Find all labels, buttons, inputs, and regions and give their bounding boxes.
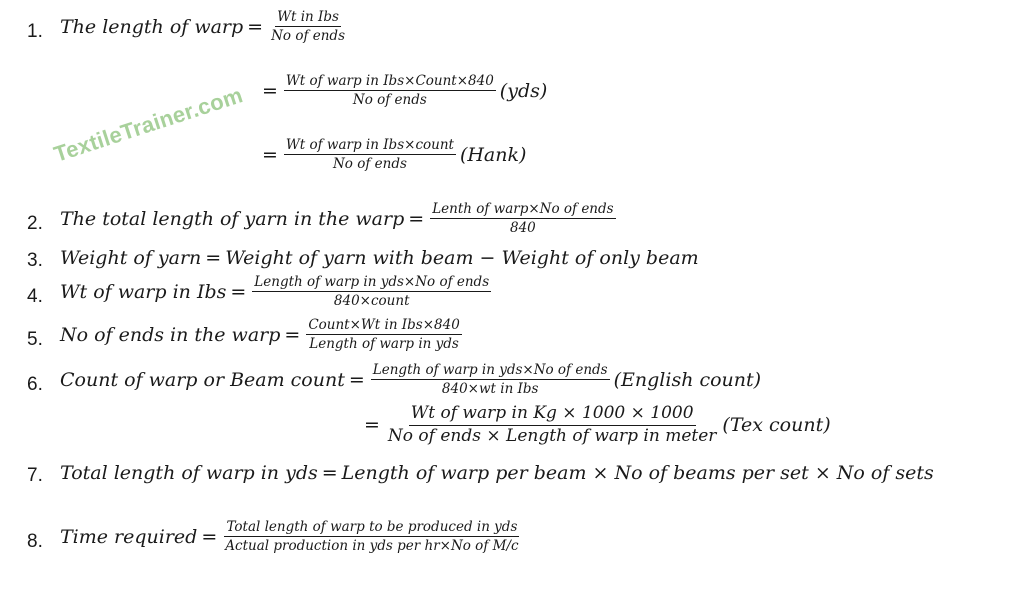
equals-sign: =	[262, 79, 278, 102]
unit-suffix: (Tex count)	[722, 414, 831, 437]
formula-7-number: 7.	[27, 465, 43, 486]
formula-4-line	[60, 275, 493, 308]
unit-suffix: (yds)	[499, 79, 548, 102]
formula-6-lhs: Count of warp or Beam count	[60, 368, 345, 391]
formula-2-fraction	[430, 202, 615, 235]
denominator: 840×wt in Ibs	[441, 381, 539, 398]
equals-sign: =	[201, 525, 218, 548]
equals-sign: =	[321, 462, 338, 484]
formula-5-lhs: No of ends in the warp	[60, 323, 281, 346]
numerator: Wt of warp in Kg × 1000 × 1000	[409, 405, 696, 426]
formula-3-rhs: Weight of yarn with beam − Weight of only beam	[225, 247, 699, 269]
formula-1-line-3	[258, 138, 526, 171]
formula-3-lhs: Weight of yarn	[60, 247, 202, 269]
numerator: Wt of warp in Ibs×count	[284, 138, 456, 155]
denominator: Length of warp in yds	[309, 336, 459, 353]
denominator: No of ends × Length of warp in meter	[387, 425, 717, 446]
formula-4-number: 4.	[27, 286, 43, 307]
formula-2-line	[60, 202, 618, 235]
formula-8-number: 8.	[27, 531, 43, 552]
formula-8-fraction	[223, 520, 520, 553]
equals-sign: =	[284, 323, 301, 346]
formula-1-number: 1.	[27, 21, 43, 42]
denominator: Actual production in yds per hr×No of M/c	[225, 538, 519, 555]
equals-sign: =	[364, 414, 380, 437]
denominator: No of ends	[332, 156, 407, 173]
formula-6-fraction-b	[386, 405, 719, 446]
formula-5-fraction	[306, 318, 461, 351]
numerator: Total length of warp to be produced in yds	[224, 520, 519, 537]
formula-1-lhs: The length of warp	[60, 15, 244, 38]
formula-5-number: 5.	[27, 329, 43, 350]
denominator: 840	[509, 220, 536, 237]
formula-8-lhs: Time required	[60, 525, 198, 548]
numerator: Wt of warp in Ibs×Count×840	[284, 74, 496, 91]
equals-sign: =	[408, 207, 425, 230]
formula-2-lhs: The total length of yarn in the warp	[60, 207, 405, 230]
formula-7-rhs: Length of warp per beam × No of beams per set × No of sets	[341, 462, 934, 484]
formula-4-fraction	[252, 275, 491, 308]
numerator: Lenth of warp×No of ends	[430, 202, 615, 219]
watermark-text: TextileTrainer.com	[50, 82, 246, 167]
equals-sign: =	[230, 280, 247, 303]
formula-5-line	[60, 318, 464, 351]
formula-1-fraction-b	[284, 74, 496, 107]
denominator: 840×count	[333, 293, 410, 310]
formula-3-line	[60, 247, 699, 269]
formula-6-number: 6.	[27, 374, 43, 395]
formula-6-line-2	[360, 405, 831, 446]
formula-1-fraction-c	[284, 138, 456, 171]
formula-6-fraction-a	[371, 363, 610, 396]
numerator: Length of warp in yds×No of ends	[371, 363, 610, 380]
formula-6-line-1	[60, 363, 761, 396]
denominator: No of ends	[271, 28, 345, 45]
equals-sign: =	[205, 247, 222, 269]
formula-1-line-2	[258, 74, 547, 107]
equals-sign: =	[262, 143, 278, 166]
formula-1-line-1	[60, 10, 349, 43]
equals-sign: =	[247, 15, 264, 38]
numerator: Count×Wt in Ibs×840	[306, 318, 461, 335]
formula-2-number: 2.	[27, 213, 43, 234]
unit-suffix: (Hank)	[459, 143, 527, 166]
numerator: Length of warp in yds×No of ends	[252, 275, 491, 292]
denominator: No of ends	[352, 92, 427, 109]
formula-1-fraction-a	[269, 10, 347, 43]
equals-sign: =	[348, 368, 365, 391]
formula-3-number: 3.	[27, 250, 43, 271]
formula-7-line	[60, 462, 934, 484]
formula-8-line	[60, 520, 523, 553]
formula-4-lhs: Wt of warp in Ibs	[60, 280, 227, 303]
unit-suffix: (English count)	[613, 368, 762, 391]
formula-7-lhs: Total length of warp in yds	[60, 462, 318, 484]
numerator: Wt in Ibs	[275, 10, 341, 27]
